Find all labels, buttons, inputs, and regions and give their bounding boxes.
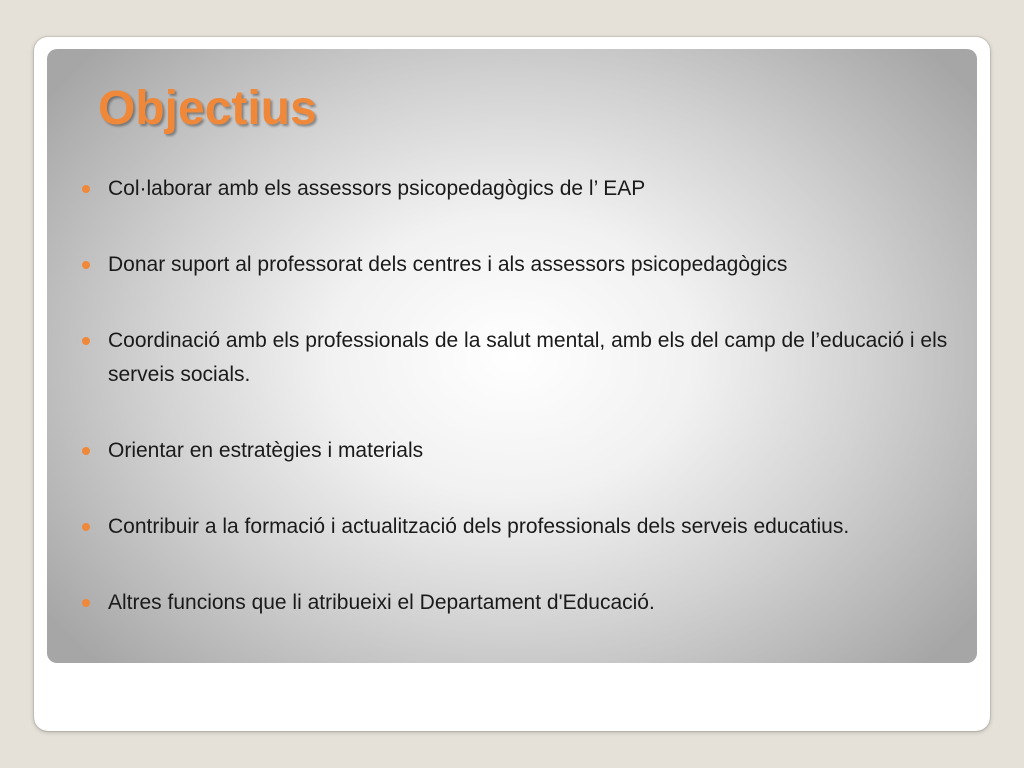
bullet-item — [78, 172, 958, 206]
bullet-item — [78, 434, 958, 468]
bullet-text: Contribuir a la formació i actualització dels professionals dels serveis educatius. — [108, 515, 850, 538]
bullet-text: Orientar en estratègies i materials — [108, 439, 424, 462]
bullet-text: Col·laborar amb els assessors psicopedagògics de l’ EAP — [108, 177, 646, 200]
bullet-text: Donar suport al professorat dels centres i als assessors psicopedagògics — [108, 253, 788, 276]
bullet-text: Altres funcions que li atribueixi el Departament d'Educació. — [108, 591, 655, 614]
bullet-list — [78, 172, 958, 620]
bullet-item — [78, 324, 958, 392]
bullet-dot-icon — [82, 447, 90, 455]
bullet-item — [78, 248, 958, 282]
slide-title: Objectius — [98, 82, 317, 135]
bullet-text: Coordinació amb els professionals de la salut mental, amb els del camp de l’educació i els serveis socials. — [108, 329, 948, 386]
bullet-dot-icon — [82, 337, 90, 345]
bullet-dot-icon — [82, 185, 90, 193]
bullet-dot-icon — [82, 261, 90, 269]
bullet-item — [78, 510, 958, 544]
bullet-dot-icon — [82, 599, 90, 607]
bullet-item — [78, 586, 958, 620]
bullet-dot-icon — [82, 523, 90, 531]
